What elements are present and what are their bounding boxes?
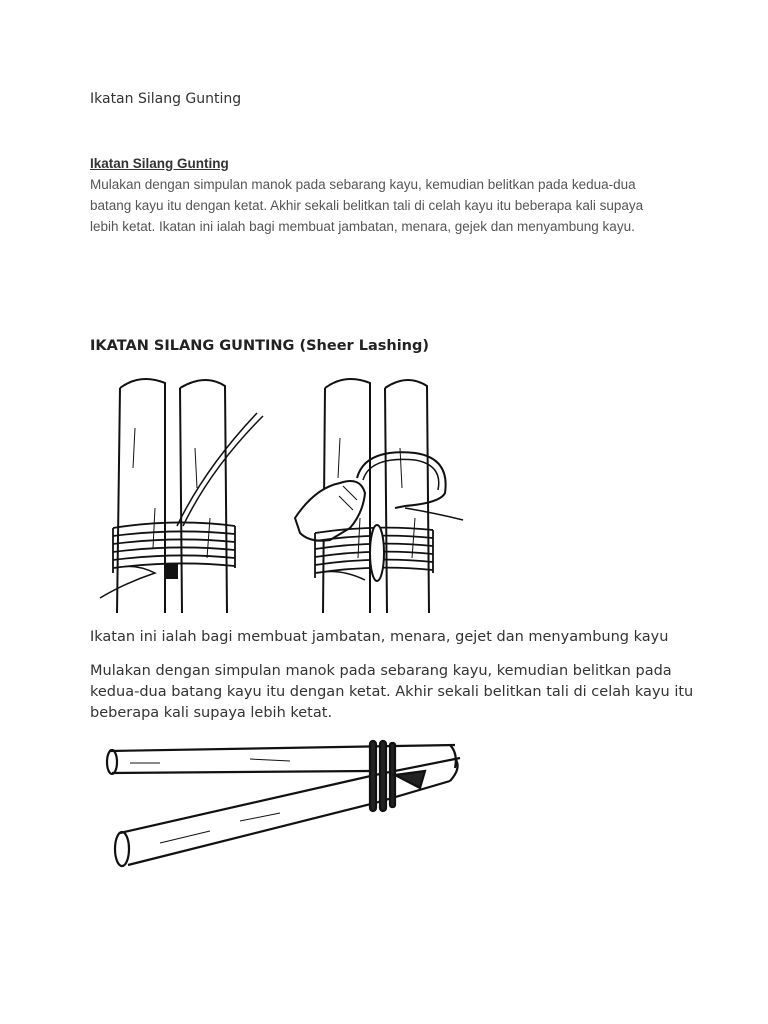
instructions-text: Mulakan dengan simpulan manok pada sebarang kayu, kemudian belitkan pada kedua-dua batang kayu itu dengan ketat. Akhir sekali belitkan tali di celah kayu itu beberapa kali supaya lebih ketat. — [90, 663, 694, 721]
purpose-text: Ikatan ini ialah bagi membuat jambatan, menara, gejet dan menyambung kayu — [90, 629, 669, 645]
document-title: Ikatan Silang Gunting — [90, 91, 242, 107]
sheer-lashing-heading: IKATAN SILANG GUNTING (Sheer Lashing) — [90, 338, 430, 354]
sheer-lashing-illustration — [95, 368, 475, 618]
section-heading: Ikatan Silang Gunting — [90, 156, 229, 171]
opened-lashing-illustration — [100, 733, 470, 878]
section-paragraph: Mulakan dengan simpulan manok pada sebarang kayu, kemudian belitkan pada kedua-dua batang kayu itu dengan ketat. Akhir sekali belitkan tali di celah kayu itu beberapa kali supaya lebih ketat. Ikatan ini ialah bagi membuat jambatan, menara, gejek dan menyambung kayu. — [90, 177, 644, 234]
